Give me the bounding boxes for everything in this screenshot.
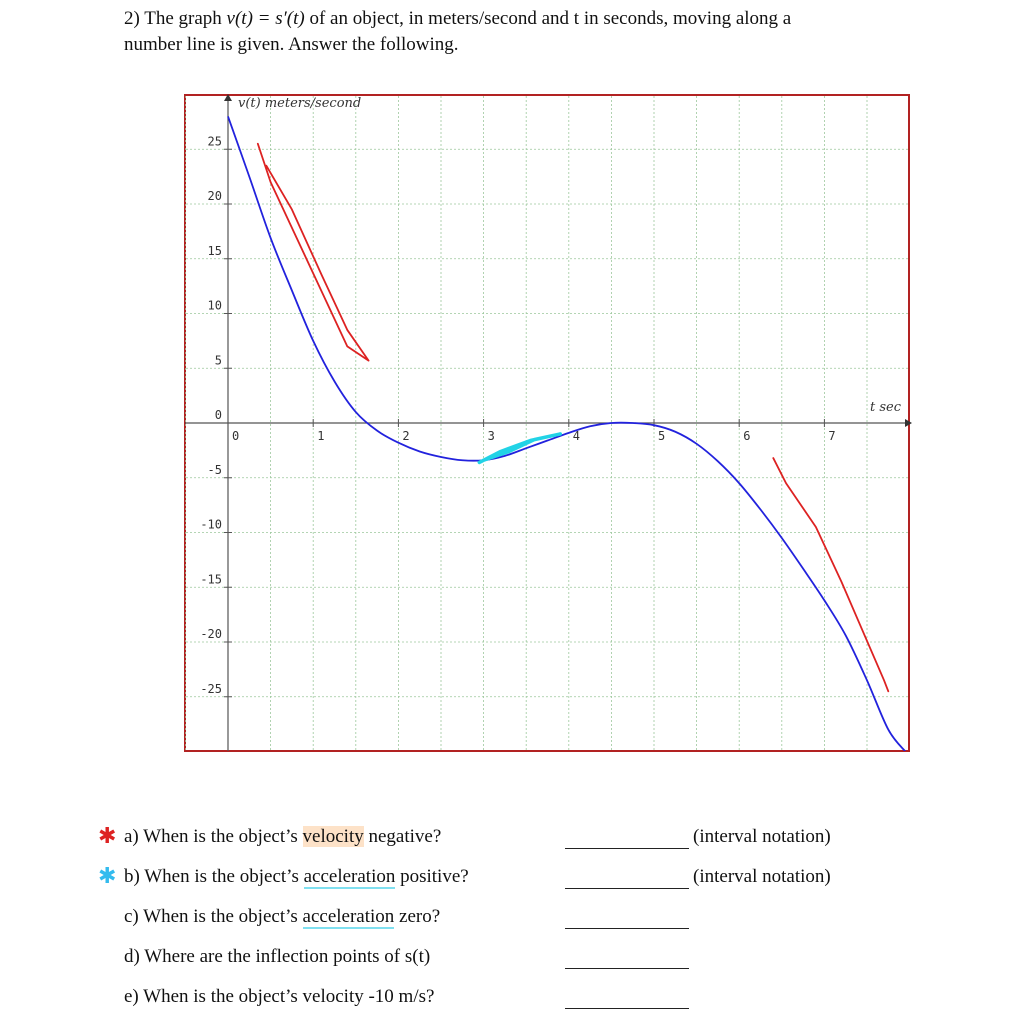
question-text-rest: positive? [395, 866, 469, 887]
question-text: a) When is the object’s [124, 826, 303, 847]
interval-notation-hint: (interval notation) [693, 866, 831, 887]
x-tick-label: 3 [487, 429, 495, 443]
y-axis-label: v(t) meters/second [238, 96, 362, 111]
question-text: d) Where are the inflection points of s(t) [124, 946, 431, 967]
y-tick-label: -25 [200, 681, 222, 696]
highlighted-term: velocity [302, 826, 364, 847]
y-tick-label: -20 [200, 627, 222, 641]
x-tick-label: 2 [402, 429, 410, 443]
x-tick-label: 5 [658, 429, 666, 443]
velocity-function: v(t) = s′(t) [226, 8, 305, 29]
x-tick-label: 7 [828, 429, 836, 443]
x-tick-label: 4 [572, 429, 581, 443]
y-tick-label: 0 [214, 408, 222, 422]
star-mark-icon: ✱ [98, 824, 117, 849]
y-tick-label: 15 [207, 243, 222, 258]
interval-notation-hint: (interval notation) [693, 826, 831, 847]
x-tick-label: 6 [743, 429, 751, 443]
x-axis-label: t sec [869, 400, 901, 415]
y-tick-label: 25 [207, 134, 222, 149]
x-tick-label: 1 [317, 429, 325, 443]
question-text: e) When is the object’s velocity -10 m/s? [124, 986, 435, 1007]
question-text: c) When is the object’s [124, 906, 303, 927]
highlighted-term: acceleration [303, 866, 396, 887]
problem-line-2: number line is given. Answer the following. [124, 34, 459, 55]
y-tick-label: -5 [207, 462, 222, 477]
y-tick-label: 5 [214, 353, 222, 368]
question-text-rest: zero? [394, 906, 441, 927]
highlighted-term: acceleration [302, 906, 395, 927]
y-tick-label: -15 [200, 572, 222, 587]
star-mark-icon: ✱ [98, 864, 117, 889]
question-text-rest: negative? [363, 826, 442, 847]
y-tick-label: 20 [207, 189, 222, 203]
problem-prefix: 2) The graph [124, 8, 227, 29]
y-tick-label: 10 [207, 298, 222, 313]
x-tick-label: 0 [232, 429, 240, 443]
question-text: b) When is the object’s [124, 866, 304, 887]
y-tick-label: -10 [200, 517, 222, 532]
problem-suffix: of an object, in meters/second and t in seconds, moving along a [304, 8, 792, 29]
